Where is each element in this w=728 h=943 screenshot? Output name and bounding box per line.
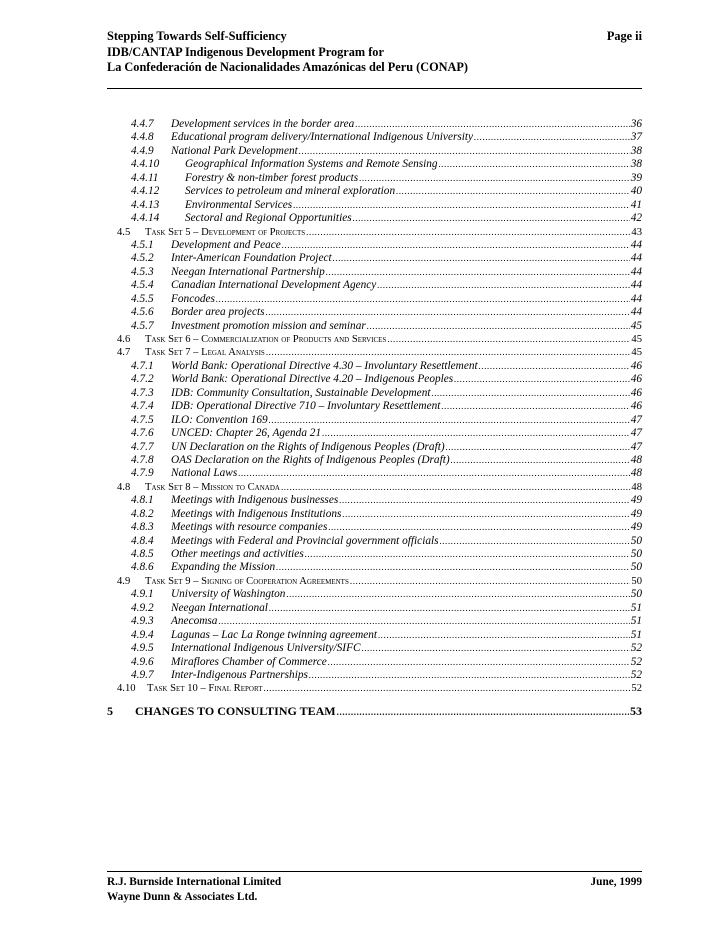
footer-date: June, 1999 <box>590 876 642 888</box>
toc-leader-dots <box>299 145 630 158</box>
toc-entry-number: 4.4.11 <box>131 171 159 184</box>
footer-company-primary: R.J. Burnside International Limited <box>107 876 282 888</box>
toc-entry-number: 4.5.1 <box>131 238 154 251</box>
toc-leader-dots <box>479 360 630 373</box>
toc-entry-page: 46 <box>630 373 642 386</box>
toc-leader-dots <box>263 682 630 695</box>
toc-entry-title: Expanding the Mission <box>171 561 276 574</box>
toc-leader-dots <box>216 293 630 306</box>
toc-entry-number: 4.7.4 <box>131 400 154 413</box>
page-number-label: Page ii <box>606 29 642 43</box>
toc-entry <box>107 669 642 682</box>
toc-entry-page: 50 <box>630 534 642 547</box>
toc-entry-page: 49 <box>630 494 642 507</box>
toc-entry-page: 52 <box>630 668 642 681</box>
toc-leader-dots <box>439 158 630 171</box>
toc-leader-dots <box>218 615 629 628</box>
toc-leader-dots <box>269 414 630 427</box>
toc-entry-title: National Laws <box>171 467 238 480</box>
toc-entry-number: 4.7.5 <box>131 413 154 426</box>
toc-entry-number: 4.5.7 <box>131 319 154 332</box>
page-header <box>107 29 642 76</box>
toc-leader-dots <box>306 226 630 239</box>
toc-entry <box>107 172 642 185</box>
toc-leader-dots <box>333 252 630 265</box>
toc-entry-number: 4.4.10 <box>131 158 160 171</box>
toc-leader-dots <box>269 602 630 615</box>
toc-entry-title: Services to petroleum and mineral exploration <box>185 185 396 198</box>
toc-entry-page: 40 <box>630 185 642 198</box>
toc-leader-dots <box>339 494 629 507</box>
toc-entry-title: OAS Declaration on the Rights of Indigenous Peoples (Draft) <box>171 453 450 466</box>
toc-entry-number: 4.8.4 <box>131 534 154 547</box>
toc-entry-page: 47 <box>630 413 642 426</box>
toc-entry-page: 51 <box>630 628 642 641</box>
toc-entry-page: 52 <box>630 642 642 655</box>
toc-entry-number: 4.7.8 <box>131 453 154 466</box>
toc-entry-page: 43 <box>631 226 642 238</box>
toc-leader-dots <box>309 669 630 682</box>
toc-entry-page: 44 <box>630 238 642 251</box>
toc-entry <box>107 441 642 454</box>
toc-entry-page: 37 <box>630 131 642 144</box>
toc-leader-dots <box>454 373 630 386</box>
toc-entry-title: Other meetings and activities <box>171 548 304 560</box>
toc-entry-page: 36 <box>630 118 642 130</box>
toc-entry-title: Geographical Information Systems and Remote Sensing <box>185 158 438 171</box>
toc-entry <box>107 629 642 642</box>
program-title: IDB/CANTAP Indigenous Development Program for <box>107 44 384 59</box>
toc-entry-number: 4.8 <box>117 481 131 493</box>
toc-entry-page: 45 <box>631 334 642 345</box>
toc-entry <box>107 561 642 574</box>
toc-leader-dots <box>446 441 630 454</box>
toc-entry <box>107 387 642 400</box>
toc-entry <box>107 602 642 615</box>
toc-entry-page: 53 <box>630 703 642 718</box>
toc-leader-dots <box>396 185 630 198</box>
toc-leader-dots <box>281 481 630 494</box>
toc-entry-page: 38 <box>630 158 642 171</box>
toc-entry-number: 4.7 <box>117 347 131 359</box>
toc-entry-title: Anecomsa <box>171 615 218 628</box>
toc-entry <box>107 400 642 413</box>
toc-entry-page: 46 <box>630 386 642 399</box>
toc-entry-page: 52 <box>630 655 642 668</box>
toc-entry-number: 4.4.13 <box>131 198 160 211</box>
toc-entry-number: 4.4.7 <box>131 118 154 130</box>
toc-entry-title: Forestry & non-timber forest products <box>185 171 359 184</box>
toc-entry <box>107 118 642 131</box>
toc-entry-title: Task Set 6 – Commercialization of Products and Services <box>145 334 387 345</box>
footer-company-secondary: Wayne Dunn & Associates Ltd. <box>107 890 258 903</box>
toc-leader-dots <box>342 508 629 521</box>
toc-entry-title: Neegan International <box>171 601 268 614</box>
toc-leader-dots <box>362 642 630 655</box>
toc-entry <box>107 333 642 346</box>
toc-entry-page: 50 <box>631 575 642 587</box>
toc-leader-dots <box>353 212 630 225</box>
toc-entry <box>107 548 642 561</box>
toc-entry-page: 46 <box>630 400 642 413</box>
toc-entry-title: Inter-Indigenous Partnerships <box>171 668 308 681</box>
toc-entry <box>107 575 642 588</box>
toc-entry-page: 49 <box>630 507 642 520</box>
toc-entry-number: 4.5.2 <box>131 252 154 265</box>
toc-entry-page: 50 <box>630 561 642 574</box>
toc-entry-title: IDB: Operational Directive 710 – Involuntary Resettlement <box>171 400 441 413</box>
toc-leader-dots <box>326 266 630 279</box>
toc-entry-title: Meetings with Federal and Provincial government officials <box>171 534 439 547</box>
toc-entry-page: 49 <box>630 521 642 534</box>
toc-entry <box>107 373 642 386</box>
toc-entry <box>107 266 642 279</box>
document-title: Stepping Towards Self-Sufficiency <box>107 29 287 43</box>
toc-entry-page: 47 <box>630 440 642 453</box>
toc-entry-page: 52 <box>631 683 642 695</box>
toc-entry-page: 51 <box>630 601 642 614</box>
toc-entry-title: World Bank: Operational Directive 4.20 – Indigenous Peoples <box>171 373 454 386</box>
toc-leader-dots <box>355 118 629 131</box>
toc-entry-title: Task Set 10 – Final Report <box>147 683 263 695</box>
toc-entry <box>107 158 642 171</box>
toc-entry-title: Task Set 7 – Legal Analysis <box>145 347 265 359</box>
toc-entry-number: 4.4.9 <box>131 144 154 157</box>
toc-entry <box>107 145 642 158</box>
toc-entry-number: 4.9.1 <box>131 588 154 601</box>
toc-entry <box>107 588 642 601</box>
toc-entry-number: 4.4.12 <box>131 185 160 198</box>
toc-entry-page: 45 <box>630 319 642 332</box>
toc-entry-title: Meetings with Indigenous businesses <box>171 494 339 507</box>
toc-entry <box>107 642 642 655</box>
toc-entry-number: 4.9.7 <box>131 668 154 681</box>
toc-entry-number: 4.5.4 <box>131 279 154 292</box>
toc-entry-page: 44 <box>630 252 642 265</box>
toc-entry <box>107 414 642 427</box>
toc-entry <box>107 239 642 252</box>
toc-entry <box>107 508 642 521</box>
toc-leader-dots <box>367 320 630 333</box>
toc-entry-number: 4.5 <box>117 226 131 238</box>
header-divider <box>107 88 642 89</box>
toc-entry-title: Meetings with resource companies <box>171 521 328 534</box>
toc-leader-dots <box>276 561 630 574</box>
toc-entry-number: 4.7.6 <box>131 427 154 440</box>
toc-entry-page: 39 <box>630 171 642 184</box>
toc-leader-dots <box>440 535 630 548</box>
toc-entry <box>107 131 642 144</box>
toc-entry-title: Task Set 8 – Mission to Canada <box>145 481 280 493</box>
toc-leader-dots <box>322 427 630 440</box>
toc-leader-dots <box>359 172 629 185</box>
toc-leader-dots <box>387 333 630 346</box>
toc-entry-title: International Indigenous University/SIFC <box>171 642 361 655</box>
toc-entry-number: 4.8.2 <box>131 507 154 520</box>
toc-entry-page: 44 <box>630 292 642 305</box>
toc-entry <box>107 185 642 198</box>
toc-entry-title: Task Set 5 – Development of Projects <box>145 226 306 238</box>
toc-entry-page: 44 <box>630 265 642 278</box>
toc-entry-title: Environmental Services <box>185 198 293 211</box>
toc-entry-title: University of Washington <box>171 588 286 601</box>
organization-title: La Confederación de Nacionalidades Amazónicas del Peru (CONAP) <box>107 60 469 74</box>
toc-leader-dots <box>286 588 629 601</box>
toc-entry-page: 42 <box>630 212 642 225</box>
toc-entry <box>107 494 642 507</box>
toc-entry-page: 41 <box>630 198 642 211</box>
toc-entry-title: Canadian International Development Agency <box>171 279 377 292</box>
toc-entry-number: 4.4.14 <box>131 212 160 225</box>
toc-entry-number: 4.4.8 <box>131 131 154 144</box>
toc-entry-title: Miraflores Chamber of Commerce <box>171 655 327 668</box>
toc-entry-page: 48 <box>631 481 642 493</box>
toc-entry-number: 4.8.5 <box>131 548 154 560</box>
toc-entry-page: 51 <box>630 615 642 628</box>
toc-entry-number: 4.7.2 <box>131 373 154 386</box>
toc-entry <box>107 252 642 265</box>
toc-entry-title: National Park Development <box>171 144 298 157</box>
toc-entry-title: Development and Peace <box>171 238 281 251</box>
toc-entry <box>107 535 642 548</box>
toc-entry-page: 48 <box>630 467 642 480</box>
toc-entry-number: 5 <box>107 703 113 718</box>
toc-entry-title: CHANGES TO CONSULTING TEAM <box>135 703 336 718</box>
toc-entry-number: 4.10 <box>117 683 136 695</box>
toc-entry-title: Lagunas – Lac La Ronge twinning agreement <box>171 628 378 641</box>
toc-leader-dots <box>328 521 629 534</box>
toc-entry-title: Development services in the border area <box>171 118 355 130</box>
toc-entry-title: UNCED: Chapter 26, Agenda 21 <box>171 427 322 440</box>
toc-entry-number: 4.5.6 <box>131 306 154 319</box>
toc-leader-dots <box>238 467 629 480</box>
toc-entry-title: Meetings with Indigenous Institutions <box>171 507 342 520</box>
toc-entry-number: 4.9.4 <box>131 628 154 641</box>
toc-leader-dots <box>305 548 630 561</box>
toc-entry-number: 4.7.1 <box>131 359 154 372</box>
toc-entry <box>107 454 642 467</box>
toc-entry <box>107 521 642 534</box>
toc-entry <box>107 293 642 306</box>
toc-entry-page: 46 <box>630 359 642 372</box>
toc-entry-page: 50 <box>630 548 642 560</box>
toc-entry <box>107 320 642 333</box>
toc-entry-page: 44 <box>630 279 642 292</box>
toc-entry <box>107 615 642 628</box>
toc-entry-number: 4.9.2 <box>131 601 154 614</box>
toc-leader-dots <box>337 704 629 720</box>
toc-leader-dots <box>266 306 630 319</box>
toc-entry-page: 45 <box>631 347 642 359</box>
toc-entry-number: 4.8.6 <box>131 561 154 574</box>
toc-leader-dots <box>266 346 631 359</box>
toc-entry-title: Educational program delivery/International Indigenous University <box>171 131 474 144</box>
toc-entry-number: 4.9.5 <box>131 642 154 655</box>
toc-leader-dots <box>431 387 629 400</box>
toc-entry <box>107 656 642 669</box>
toc-entry-number: 4.5.3 <box>131 265 154 278</box>
toc-entry-title: Investment promotion mission and seminar <box>171 319 366 332</box>
toc-leader-dots <box>451 454 630 467</box>
toc-entry-title: Neegan International Partnership <box>171 265 325 278</box>
toc-entry-number: 4.8.3 <box>131 521 154 534</box>
toc-entry-page: 44 <box>630 306 642 319</box>
toc-entry-title: World Bank: Operational Directive 4.30 – Involuntary Resettlement <box>171 359 478 372</box>
page-footer <box>107 875 642 904</box>
toc-entry <box>107 306 642 319</box>
toc-entry-page: 38 <box>630 144 642 157</box>
toc-entry-number: 4.6 <box>117 334 131 345</box>
toc-entry-title: IDB: Community Consultation, Sustainable Development <box>171 386 431 399</box>
toc-entry <box>107 703 642 719</box>
toc-leader-dots <box>474 131 630 144</box>
toc-entry <box>107 360 642 373</box>
toc-leader-dots <box>350 575 631 588</box>
toc-leader-dots <box>282 239 630 252</box>
toc-entry <box>107 346 642 359</box>
toc-entry-title: Task Set 9 – Signing of Cooperation Agreements <box>145 575 349 587</box>
toc-entry <box>107 481 642 494</box>
toc-entry-number: 4.7.3 <box>131 386 154 399</box>
toc-entry <box>107 467 642 480</box>
toc-entry <box>107 279 642 292</box>
toc-entry-title: Sectoral and Regional Opportunities <box>185 212 352 225</box>
toc-entry-title: Border area projects <box>171 306 265 319</box>
table-of-contents <box>107 118 642 719</box>
toc-entry-page: 48 <box>630 453 642 466</box>
toc-leader-dots <box>328 656 630 669</box>
footer-divider <box>107 871 642 872</box>
toc-leader-dots <box>378 629 630 642</box>
toc-entry <box>107 682 642 695</box>
toc-entry <box>107 212 642 225</box>
toc-entry-title: Inter-American Foundation Project <box>171 252 332 265</box>
toc-leader-dots <box>377 279 629 292</box>
toc-leader-dots <box>441 400 629 413</box>
toc-entry-number: 4.9.6 <box>131 655 154 668</box>
toc-entry-title: Foncodes <box>171 292 215 305</box>
toc-entry-number: 4.7.9 <box>131 467 154 480</box>
toc-entry-page: 47 <box>630 427 642 440</box>
toc-entry-title: ILO: Convention 169 <box>171 413 268 426</box>
toc-entry-number: 4.8.1 <box>131 494 154 507</box>
toc-entry <box>107 199 642 212</box>
toc-entry <box>107 427 642 440</box>
toc-entry-page: 50 <box>630 588 642 601</box>
toc-leader-dots <box>293 199 630 212</box>
toc-entry-title: UN Declaration on the Rights of Indigenous Peoples (Draft) <box>171 440 445 453</box>
toc-entry-number: 4.9 <box>117 575 131 587</box>
toc-entry-number: 4.5.5 <box>131 292 154 305</box>
toc-entry-number: 4.9.3 <box>131 615 154 628</box>
toc-entry-number: 4.7.7 <box>131 440 154 453</box>
toc-entry <box>107 226 642 239</box>
